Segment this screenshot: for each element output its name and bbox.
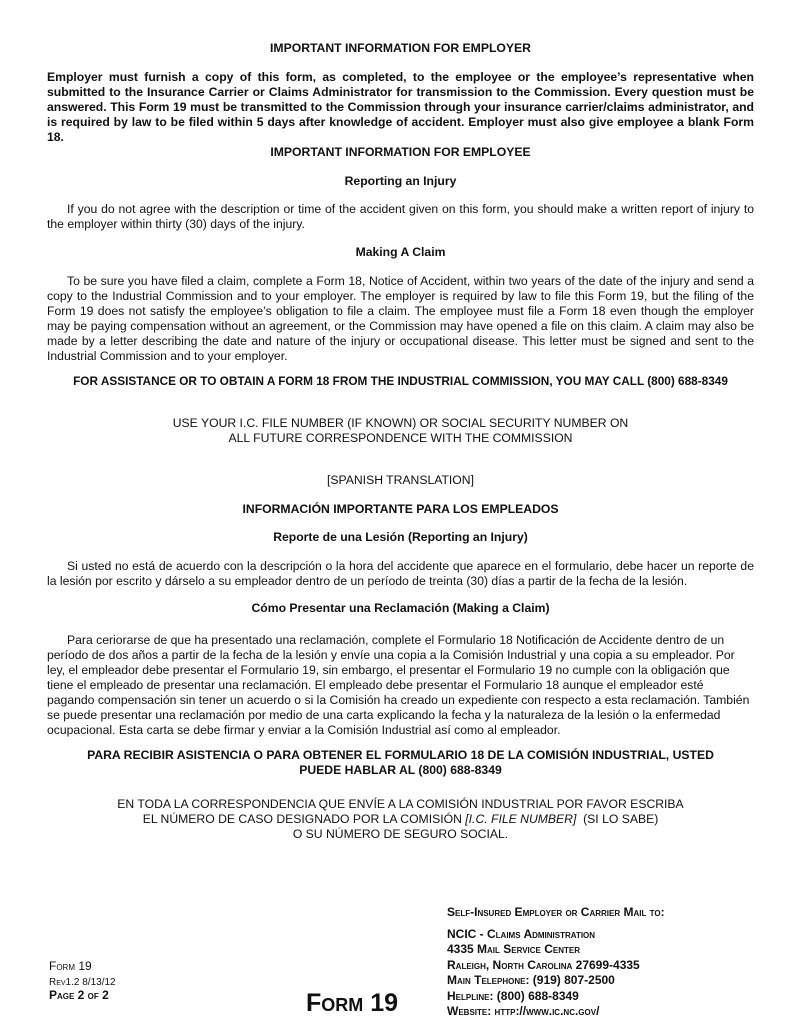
employee-section-title: IMPORTANT INFORMATION FOR EMPLOYEE	[270, 145, 531, 159]
file-number-italic: [I.C. FILE NUMBER]	[465, 812, 577, 826]
file-number-notice-line2: ALL FUTURE CORRESPONDENCE WITH THE COMMISSION	[228, 431, 573, 445]
revision-label: Rev1.2 8/13/12	[49, 977, 116, 988]
making-claim-heading: Making A Claim	[355, 245, 446, 259]
spanish-assistance-line1: PARA RECIBIR ASISTENCIA O PARA OBTENER EL FORMULARIO 18 DE LA COMISIÓN INDUSTRIAL, USTED	[87, 748, 714, 762]
mail-to-heading: Self-Insured Employer or Carrier Mail to:	[447, 905, 665, 919]
corr-text-end: (SI LO SABE)	[576, 812, 659, 826]
assistance-notice: FOR ASSISTANCE OR TO OBTAIN A FORM 18 FROM THE INDUSTRIAL COMMISSION, YOU MAY CALL (800) 688-8349	[73, 374, 728, 388]
spanish-reporting-heading: Reporte de una Lesión (Reporting an Injury)	[273, 530, 528, 544]
spanish-correspondence-line2	[47, 812, 754, 827]
spanish-translation-label: [SPANISH TRANSLATION]	[327, 473, 474, 487]
spanish-assistance-line2: PUEDE HABLAR AL (800) 688-8349	[299, 763, 502, 777]
address-line: Raleigh, North Carolina 27699-4335	[447, 957, 640, 972]
page-number: Page 2 of 2	[49, 988, 109, 1002]
form-label: Form 19	[49, 959, 92, 973]
address-line: Main Telephone: (919) 807-2500	[447, 973, 615, 988]
employer-section-title: IMPORTANT INFORMATION FOR EMPLOYER	[270, 41, 531, 55]
corr-text: EL NÚMERO DE CASO DESIGNADO POR LA COMISIÓN	[142, 812, 466, 826]
reporting-injury-heading: Reporting an Injury	[344, 174, 457, 188]
making-claim-body: To be sure you have filed a claim, complete a Form 18, Notice of Accident, within two years of the date of the injury and send a copy to the Industrial Commission and to your employer. The employer is required by law to file this Form 19, but the filing of the Form 19 does not satisfy the employee’s obligation to file a claim. The employee must file a Form 18 even though the employer may be paying compensation without an agreement, or the Commission may have opened a file on this claim. A claim may also be made by a letter describing the date and nature of the injury or occupational disease. This letter must be signed and sent to the Industrial Commission and to your employer.	[47, 274, 754, 363]
employer-instructions: Employer must furnish a copy of this form, as completed, to the employee or the employee’s representative when submitted to the Insurance Carrier or Claims Administrator for transmission to the Commission. Every question must be answered. This Form 19 must be transmitted to the Commission through your insurance carrier/claims administrator, and is required by law to be filed within 5 days after knowledge of accident. Employer must also give employee a blank Form 18.	[47, 70, 754, 144]
address-line: Helpline: (800) 688-8349	[447, 988, 579, 1003]
form-title-large: Form 19	[306, 989, 399, 1017]
mailing-address	[447, 927, 640, 1019]
spanish-correspondence-line3: O SU NÚMERO DE SEGURO SOCIAL.	[292, 827, 509, 841]
spanish-reporting-body: Si usted no está de acuerdo con la descripción o la hora del accidente que aparece en el formulario, debe hacer un reporte de la lesión por escrito y dárselo a su empleador dentro de un período de treinta (30) días a partir de la fecha de la lesión.	[47, 559, 754, 588]
address-line: Website: http://www.ic.nc.gov/	[447, 1004, 600, 1019]
spanish-claim-body: Para ceriorarse de que ha presentado una reclamación, complete el Formulario 18 Notificación de Accidente dentro de un período de dos años a partir de la fecha de la lesión y envíe una copia a la Comisión Industrial y una copia a su empleador. Por ley, el empleador debe presentar el Formulario 19, sin embargo, el presentar el Formulario 19 no cumple con la obligación que tiene el empleado de presentar una reclamación. El empleado debe presentar el Formulario 18 aunque el empleador esté pagando compensación sin tener un acuerdo o si la Comisión ha creado un expediente con respecto a esta reclamación. También se puede presentar una reclamación por medio de una carta explicando la fecha y la naturaleza de la lesión o la enfermedad ocupacional. Esta carta se debe firmar y enviar a la Comisión Industrial así como al empleador.	[47, 633, 750, 737]
spanish-claim-heading: Cómo Presentar una Reclamación (Making a Claim)	[251, 601, 550, 615]
reporting-injury-body: If you do not agree with the description or time of the accident given on this form, you should make a written report of injury to the employer within thirty (30) days of the injury.	[47, 202, 754, 231]
spanish-correspondence-line1: EN TODA LA CORRESPONDENCIA QUE ENVÍE A LA COMISIÓN INDUSTRIAL POR FAVOR ESCRIBA	[117, 797, 684, 811]
address-line: NCIC - Claims Administration	[447, 927, 596, 941]
spanish-section-title: INFORMACIÓN IMPORTANTE PARA LOS EMPLEADOS	[242, 502, 559, 516]
file-number-notice-line1: USE YOUR I.C. FILE NUMBER (IF KNOWN) OR SOCIAL SECURITY NUMBER ON	[172, 416, 629, 430]
address-line: 4335 Mail Service Center	[447, 942, 581, 957]
